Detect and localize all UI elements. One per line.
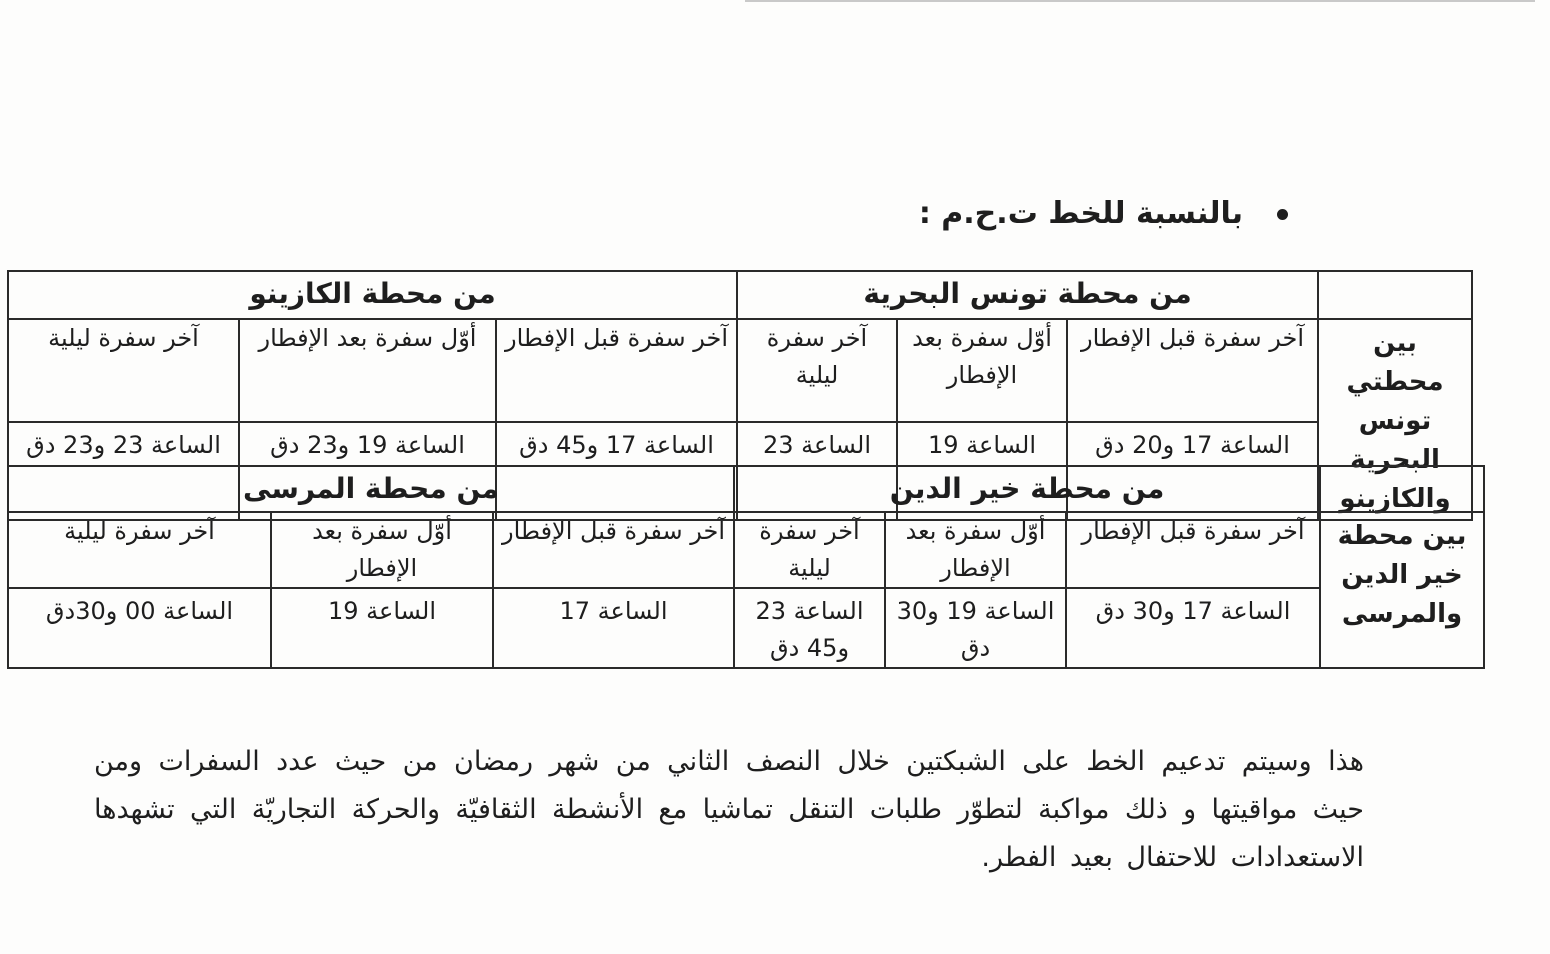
column-header: آخر سفرة ليلية <box>8 512 271 588</box>
time-cell: الساعة 17 <box>493 588 734 668</box>
section-heading <box>919 192 1288 236</box>
route-label: بين محطتي تونس البحرية والكازينو <box>1318 319 1472 520</box>
time-cell: الساعة 19 و30 دق <box>885 588 1066 668</box>
time-cell: الساعة 17 و30 دق <box>1066 588 1320 668</box>
time-cell: الساعة 19 <box>271 588 493 668</box>
time-cell: الساعة 19 و23 دق <box>239 422 496 520</box>
time-cell: الساعة 23 و23 دق <box>8 422 239 520</box>
column-header: آخر سفرة ليلية <box>734 512 885 588</box>
heading-text: بالنسبة للخط ت.ح.م : <box>918 196 1243 231</box>
top-edge-line <box>745 0 1535 2</box>
time-cell: الساعة 19 <box>897 422 1067 520</box>
column-header: أوّل سفرة بعد الإفطار <box>885 512 1066 588</box>
time-cell: الساعة 00 و30دق <box>8 588 271 668</box>
schedule-table-kheireddine-marsa <box>7 465 1485 669</box>
column-header: آخر سفرة ليلية <box>8 319 239 422</box>
bullet-icon <box>1277 209 1288 220</box>
route-label: بين محطة خير الدين والمرسى <box>1320 512 1484 668</box>
time-cell: الساعة 17 و45 دق <box>496 422 737 520</box>
corner-cell <box>1318 271 1472 319</box>
time-cell: الساعة 17 و20 دق <box>1067 422 1318 520</box>
column-header: آخر سفرة ليلية <box>737 319 897 422</box>
station-header: من محطة الكازينو <box>8 271 737 319</box>
time-cell: الساعة 23 <box>737 422 897 520</box>
column-header: آخر سفرة قبل الإفطار <box>493 512 734 588</box>
column-header: أوّل سفرة بعد الإفطار <box>271 512 493 588</box>
column-header: أوّل سفرة بعد الإفطار <box>239 319 496 422</box>
body-paragraph: هذا وسيتم تدعيم الخط على الشبكتين خلال النصف الثاني من شهر رمضان من حيث عدد السفرات ومن حيث مواقيتها و ذلك مواكبة لتطوّر طلبات التنقل تماشيا مع الأنشطة الثقافيّة والحركة التجاريّة التي تشهدها الاستعدادات للاحتفال بعيد الفطر. <box>94 746 1364 873</box>
station-header: من محطة المرسى <box>8 466 734 512</box>
column-header: آخر سفرة قبل الإفطار <box>496 319 737 422</box>
corner-cell <box>1320 466 1484 512</box>
column-header: آخر سفرة قبل الإفطار <box>1066 512 1320 588</box>
time-cell: الساعة 23 و45 دق <box>734 588 885 668</box>
column-header: آخر سفرة قبل الإفطار <box>1067 319 1318 422</box>
column-header: أوّل سفرة بعد الإفطار <box>897 319 1067 422</box>
station-header: من محطة تونس البحرية <box>737 271 1318 319</box>
station-header: من محطة خير الدين <box>734 466 1320 512</box>
